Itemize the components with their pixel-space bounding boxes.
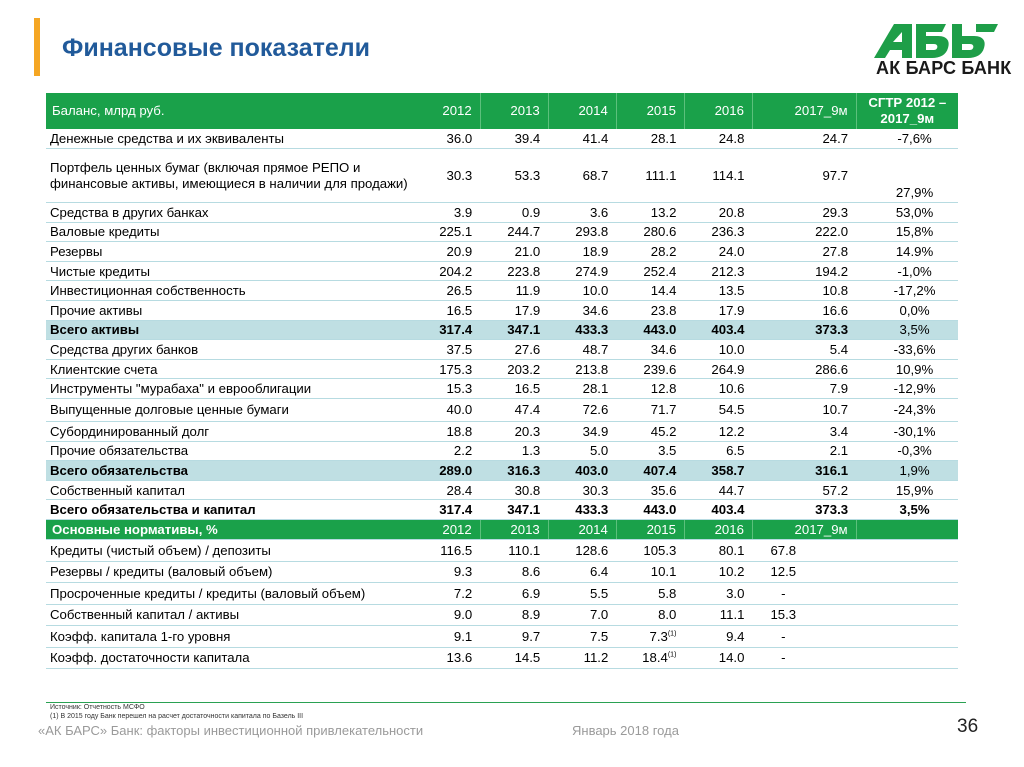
value-cell: 40.0 — [412, 399, 480, 422]
year-header: 2014 — [548, 93, 616, 129]
value-text: 18.4 — [642, 650, 668, 666]
value-text: 9.0 — [453, 607, 473, 623]
value-cell: 280.6 — [616, 222, 684, 242]
value-cell: 72.6 — [548, 399, 616, 422]
value-cell: 20.3 — [480, 422, 548, 442]
year-header: 2015 — [616, 93, 684, 129]
value-cell: 17.9 — [684, 301, 752, 321]
table-row — [46, 422, 958, 442]
value-cell: 37.5 — [412, 340, 480, 360]
value-cell: 54.5 — [684, 399, 752, 422]
value-text: 9.1 — [453, 628, 473, 644]
value-text: 8.0 — [658, 607, 677, 623]
cagr-cell: -30,1% — [856, 422, 958, 442]
value-cell — [684, 626, 752, 648]
value-cell: 11.9 — [480, 281, 548, 301]
value-cell: 97.7 — [752, 149, 856, 203]
value-text: 14.5 — [514, 650, 541, 666]
row-label: Резервы / кредиты (валовый объем) — [46, 561, 412, 583]
value-text: 10.2 — [718, 564, 745, 580]
value-cell: 293.8 — [548, 222, 616, 242]
value-cell — [616, 583, 684, 605]
value-cell: 403.4 — [684, 500, 752, 520]
value-cell — [412, 540, 480, 562]
page-title: Финансовые показатели — [62, 34, 371, 62]
value-cell: 443.0 — [616, 500, 684, 520]
empty-cell — [856, 520, 958, 540]
value-cell — [480, 583, 548, 605]
value-cell: 264.9 — [684, 359, 752, 379]
year-header: 2012 — [412, 520, 480, 540]
value-cell — [616, 540, 684, 562]
cagr-cell: 0,0% — [856, 301, 958, 321]
value-cell: 47.4 — [480, 399, 548, 422]
table-row — [46, 301, 958, 321]
value-text: 6.9 — [521, 585, 541, 601]
cagr-cell: -33,6% — [856, 340, 958, 360]
value-text: 5.5 — [589, 585, 609, 601]
row-label: Собственный капитал / активы — [46, 604, 412, 626]
value-cell: 27.8 — [752, 242, 856, 262]
row-label: Инвестиционная собственность — [46, 281, 412, 301]
value-cell: 347.1 — [480, 320, 548, 340]
cagr-cell: -0,3% — [856, 441, 958, 461]
year-header: 2013 — [480, 520, 548, 540]
source-text: Источник: Отчетность МСФО — [50, 704, 145, 711]
value-cell: 407.4 — [616, 461, 684, 481]
value-cell: 16.5 — [412, 301, 480, 321]
value-cell: 2.2 — [412, 441, 480, 461]
year-header: 2017_9м — [752, 93, 856, 129]
year-header: 2014 — [548, 520, 616, 540]
value-cell — [684, 583, 752, 605]
cagr-cell: -24,3% — [856, 399, 958, 422]
value-cell — [412, 604, 480, 626]
row-label: Всего активы — [46, 320, 412, 340]
value-cell — [684, 647, 752, 669]
value-text: 116.5 — [440, 542, 473, 558]
row-label: Средства других банков — [46, 340, 412, 360]
value-text: 8.9 — [521, 607, 541, 623]
value-cell: 24.8 — [684, 129, 752, 149]
ratios-header-row — [46, 520, 958, 540]
value-cell: 18.9 — [548, 242, 616, 262]
value-cell-2017: 15.3 — [752, 604, 856, 626]
balance-body — [46, 129, 958, 520]
value-cell: 17.9 — [480, 301, 548, 321]
accent-bar — [34, 18, 40, 76]
value-cell — [684, 604, 752, 626]
value-cell — [616, 626, 684, 648]
table-row — [46, 203, 958, 223]
value-cell: 35.6 — [616, 480, 684, 500]
table-row — [46, 540, 958, 562]
value-text: 8.6 — [521, 564, 541, 580]
financial-table — [46, 93, 958, 669]
value-cell — [616, 647, 684, 669]
cagr-cell: -12,9% — [856, 379, 958, 399]
year-header: 2016 — [684, 93, 752, 129]
value-cell: 317.4 — [412, 500, 480, 520]
empty-cell — [856, 561, 958, 583]
value-text: 7.0 — [589, 607, 609, 623]
table-row — [46, 359, 958, 379]
value-cell: 5.0 — [548, 441, 616, 461]
value-cell: 30.3 — [548, 480, 616, 500]
source-note — [50, 703, 303, 722]
value-cell — [548, 626, 616, 648]
value-text: 110.1 — [508, 542, 541, 558]
value-cell: 23.8 — [616, 301, 684, 321]
value-cell: 68.7 — [548, 149, 616, 203]
value-cell-2017: 12.5 — [752, 561, 856, 583]
value-text: 14.0 — [718, 650, 745, 666]
ratio-body — [46, 520, 958, 669]
value-cell: 373.3 — [752, 320, 856, 340]
value-cell: 10.6 — [684, 379, 752, 399]
table-row — [46, 379, 958, 399]
value-cell: 71.7 — [616, 399, 684, 422]
value-cell: 16.5 — [480, 379, 548, 399]
row-label: Инструменты "мурабаха" и еврооблигации — [46, 379, 412, 399]
value-cell: 3.9 — [412, 203, 480, 223]
value-cell: 20.9 — [412, 242, 480, 262]
value-cell: 53.3 — [480, 149, 548, 203]
table-row — [46, 604, 958, 626]
footer-deck-title: «АК БАРС» Банк: факторы инвестиционной привлекательности — [38, 723, 424, 738]
value-cell: 20.8 — [684, 203, 752, 223]
value-cell: 5.4 — [752, 340, 856, 360]
row-label: Кредиты (чистый объем) / депозиты — [46, 540, 412, 562]
value-text: 9.4 — [726, 628, 745, 644]
cagr-cell: 1,9% — [856, 461, 958, 481]
table-row — [46, 399, 958, 422]
table-row — [46, 281, 958, 301]
table-row — [46, 222, 958, 242]
value-cell: 14.4 — [616, 281, 684, 301]
year-header: 2012 — [412, 93, 480, 129]
value-cell: 29.3 — [752, 203, 856, 223]
value-cell: 28.2 — [616, 242, 684, 262]
table-row — [46, 441, 958, 461]
value-cell: 111.1 — [616, 149, 684, 203]
value-cell: 286.6 — [752, 359, 856, 379]
value-cell: 316.3 — [480, 461, 548, 481]
value-text: 6.4 — [589, 564, 609, 580]
value-cell: 2.1 — [752, 441, 856, 461]
value-cell: 30.8 — [480, 480, 548, 500]
year-header: 2016 — [684, 520, 752, 540]
value-cell — [684, 540, 752, 562]
value-cell: 10.0 — [684, 340, 752, 360]
row-label: Коэфф. достаточности капитала — [46, 647, 412, 669]
cagr-cell: 10,9% — [856, 359, 958, 379]
balance-header-row — [46, 93, 958, 129]
value-cell: 12.8 — [616, 379, 684, 399]
table-row — [46, 320, 958, 340]
empty-cell — [856, 626, 958, 648]
row-label: Денежные средства и их эквиваленты — [46, 129, 412, 149]
value-cell: 274.9 — [548, 261, 616, 281]
value-cell: 1.3 — [480, 441, 548, 461]
value-cell — [548, 604, 616, 626]
value-cell: 13.5 — [684, 281, 752, 301]
value-cell: 225.1 — [412, 222, 480, 242]
row-label: Прочие обязательства — [46, 441, 412, 461]
ratios-header-label: Основные нормативы, % — [46, 520, 412, 540]
row-label: Валовые кредиты — [46, 222, 412, 242]
value-cell: 7.9 — [752, 379, 856, 399]
value-cell: 213.8 — [548, 359, 616, 379]
cagr-cell: 3,5% — [856, 500, 958, 520]
value-cell — [684, 561, 752, 583]
footer-date: Январь 2018 года — [572, 723, 679, 738]
value-cell — [480, 647, 548, 669]
value-cell: 244.7 — [480, 222, 548, 242]
cagr-cell: 14.9% — [856, 242, 958, 262]
empty-cell — [856, 583, 958, 605]
value-cell: 10.0 — [548, 281, 616, 301]
value-cell: 373.3 — [752, 500, 856, 520]
value-text: 11.1 — [719, 607, 745, 623]
value-text: 7.5 — [589, 628, 609, 644]
value-text: 128.6 — [575, 542, 609, 558]
value-cell: 28.1 — [616, 129, 684, 149]
value-cell — [480, 561, 548, 583]
table-row — [46, 583, 958, 605]
value-cell: 358.7 — [684, 461, 752, 481]
value-cell — [548, 583, 616, 605]
row-label: Клиентские счета — [46, 359, 412, 379]
row-label: Выпущенные долговые ценные бумаги — [46, 399, 412, 422]
abb-logo-icon — [872, 18, 1000, 60]
value-cell: 443.0 — [616, 320, 684, 340]
value-cell: 13.2 — [616, 203, 684, 223]
table-row — [46, 647, 958, 669]
value-cell: 6.5 — [684, 441, 752, 461]
balance-header-label: Баланс, млрд руб. — [46, 93, 412, 129]
cagr-cell: 15,9% — [856, 480, 958, 500]
value-cell: 403.0 — [548, 461, 616, 481]
value-cell — [548, 540, 616, 562]
year-header: 2017_9м — [752, 520, 856, 540]
value-cell: 12.2 — [684, 422, 752, 442]
value-cell — [412, 583, 480, 605]
value-cell-2017: 67.8 — [752, 540, 856, 562]
value-cell — [616, 604, 684, 626]
value-cell: 15.3 — [412, 379, 480, 399]
cagr-cell: 27,9% — [856, 149, 958, 203]
value-cell: 57.2 — [752, 480, 856, 500]
value-cell: 28.4 — [412, 480, 480, 500]
cagr-header: СГТР 2012 – 2017_9м — [856, 93, 958, 129]
value-cell: 0.9 — [480, 203, 548, 223]
logo-text: АК БАРС БАНК — [876, 58, 1012, 78]
value-cell: 16.6 — [752, 301, 856, 321]
value-cell: 34.9 — [548, 422, 616, 442]
value-cell: 289.0 — [412, 461, 480, 481]
table-row — [46, 129, 958, 149]
value-cell: 21.0 — [480, 242, 548, 262]
value-text: 3.0 — [726, 585, 745, 601]
table-row — [46, 340, 958, 360]
value-text: 9.7 — [521, 628, 541, 644]
value-text: 7.3 — [649, 628, 668, 644]
value-cell — [412, 647, 480, 669]
row-label: Коэфф. капитала 1-го уровня — [46, 626, 412, 648]
footnote-mark: (1) — [667, 630, 677, 638]
value-cell: 24.7 — [752, 129, 856, 149]
value-cell: 212.3 — [684, 261, 752, 281]
table-row — [46, 626, 958, 648]
value-cell: 114.1 — [684, 149, 752, 203]
value-cell: 204.2 — [412, 261, 480, 281]
value-text: 5.8 — [658, 585, 677, 601]
page-number: 36 — [957, 716, 979, 737]
value-text: 105.3 — [643, 542, 677, 558]
value-cell: 3.6 — [548, 203, 616, 223]
value-cell — [548, 561, 616, 583]
footnote-text: (1) В 2015 году Банк перешел на расчет достаточности капитала по Базель III — [50, 713, 304, 721]
value-cell-2017: - — [752, 626, 856, 648]
value-cell — [616, 561, 684, 583]
row-label: Портфель ценных бумаг (включая прямое РЕПО и финансовые активы, имеющиеся в наличии для продажи) — [46, 149, 412, 203]
value-cell: 24.0 — [684, 242, 752, 262]
value-cell — [480, 540, 548, 562]
value-text: 13.6 — [446, 650, 473, 666]
year-header: 2013 — [480, 93, 548, 129]
row-label: Субординированный долг — [46, 422, 412, 442]
value-text: 11.2 — [583, 650, 609, 666]
value-text: 10.1 — [650, 564, 677, 580]
year-header: 2015 — [616, 520, 684, 540]
row-label: Собственный капитал — [46, 480, 412, 500]
value-cell: 10.7 — [752, 399, 856, 422]
value-cell: 433.3 — [548, 320, 616, 340]
cagr-cell: -17,2% — [856, 281, 958, 301]
value-cell: 223.8 — [480, 261, 548, 281]
value-cell: 28.1 — [548, 379, 616, 399]
value-cell: 41.4 — [548, 129, 616, 149]
value-cell-2017: - — [752, 583, 856, 605]
row-label: Прочие активы — [46, 301, 412, 321]
value-cell: 10.8 — [752, 281, 856, 301]
value-cell: 239.6 — [616, 359, 684, 379]
row-label: Чистые кредиты — [46, 261, 412, 281]
value-cell: 194.2 — [752, 261, 856, 281]
empty-cell — [856, 604, 958, 626]
row-label: Просроченные кредиты / кредиты (валовый объем) — [46, 583, 412, 605]
cagr-cell: 15,8% — [856, 222, 958, 242]
table-row — [46, 242, 958, 262]
value-cell: 3.5 — [616, 441, 684, 461]
value-text: 9.3 — [453, 564, 473, 580]
value-cell: 27.6 — [480, 340, 548, 360]
value-cell: 236.3 — [684, 222, 752, 242]
value-cell — [412, 561, 480, 583]
value-cell: 34.6 — [548, 301, 616, 321]
row-label: Средства в других банках — [46, 203, 412, 223]
value-cell: 347.1 — [480, 500, 548, 520]
value-cell: 316.1 — [752, 461, 856, 481]
value-cell: 26.5 — [412, 281, 480, 301]
empty-cell — [856, 647, 958, 669]
row-label: Всего обязательства и капитал — [46, 500, 412, 520]
cagr-cell: 3,5% — [856, 320, 958, 340]
table-row — [46, 261, 958, 281]
cagr-cell: 53,0% — [856, 203, 958, 223]
value-cell — [548, 647, 616, 669]
value-cell: 36.0 — [412, 129, 480, 149]
footnote-mark: (1) — [667, 651, 677, 659]
value-cell: 30.3 — [412, 149, 480, 203]
table-row — [46, 149, 958, 203]
value-cell: 39.4 — [480, 129, 548, 149]
cagr-cell: -7,6% — [856, 129, 958, 149]
table-row — [46, 561, 958, 583]
table-row — [46, 480, 958, 500]
row-label: Резервы — [46, 242, 412, 262]
value-cell: 45.2 — [616, 422, 684, 442]
table-row — [46, 500, 958, 520]
value-cell: 18.8 — [412, 422, 480, 442]
value-cell: 252.4 — [616, 261, 684, 281]
value-cell: 317.4 — [412, 320, 480, 340]
value-cell: 3.4 — [752, 422, 856, 442]
value-cell: 48.7 — [548, 340, 616, 360]
value-cell: 34.6 — [616, 340, 684, 360]
row-label: Всего обязательства — [46, 461, 412, 481]
value-cell — [412, 626, 480, 648]
value-cell: 175.3 — [412, 359, 480, 379]
value-cell — [480, 604, 548, 626]
value-cell: 403.4 — [684, 320, 752, 340]
value-cell — [480, 626, 548, 648]
value-text: 7.2 — [453, 585, 473, 601]
table-row — [46, 461, 958, 481]
value-cell: 44.7 — [684, 480, 752, 500]
value-cell: 433.3 — [548, 500, 616, 520]
empty-cell — [856, 540, 958, 562]
cagr-cell: -1,0% — [856, 261, 958, 281]
value-cell: 222.0 — [752, 222, 856, 242]
value-text: 80.1 — [718, 542, 745, 558]
value-cell-2017: - — [752, 647, 856, 669]
value-cell: 203.2 — [480, 359, 548, 379]
